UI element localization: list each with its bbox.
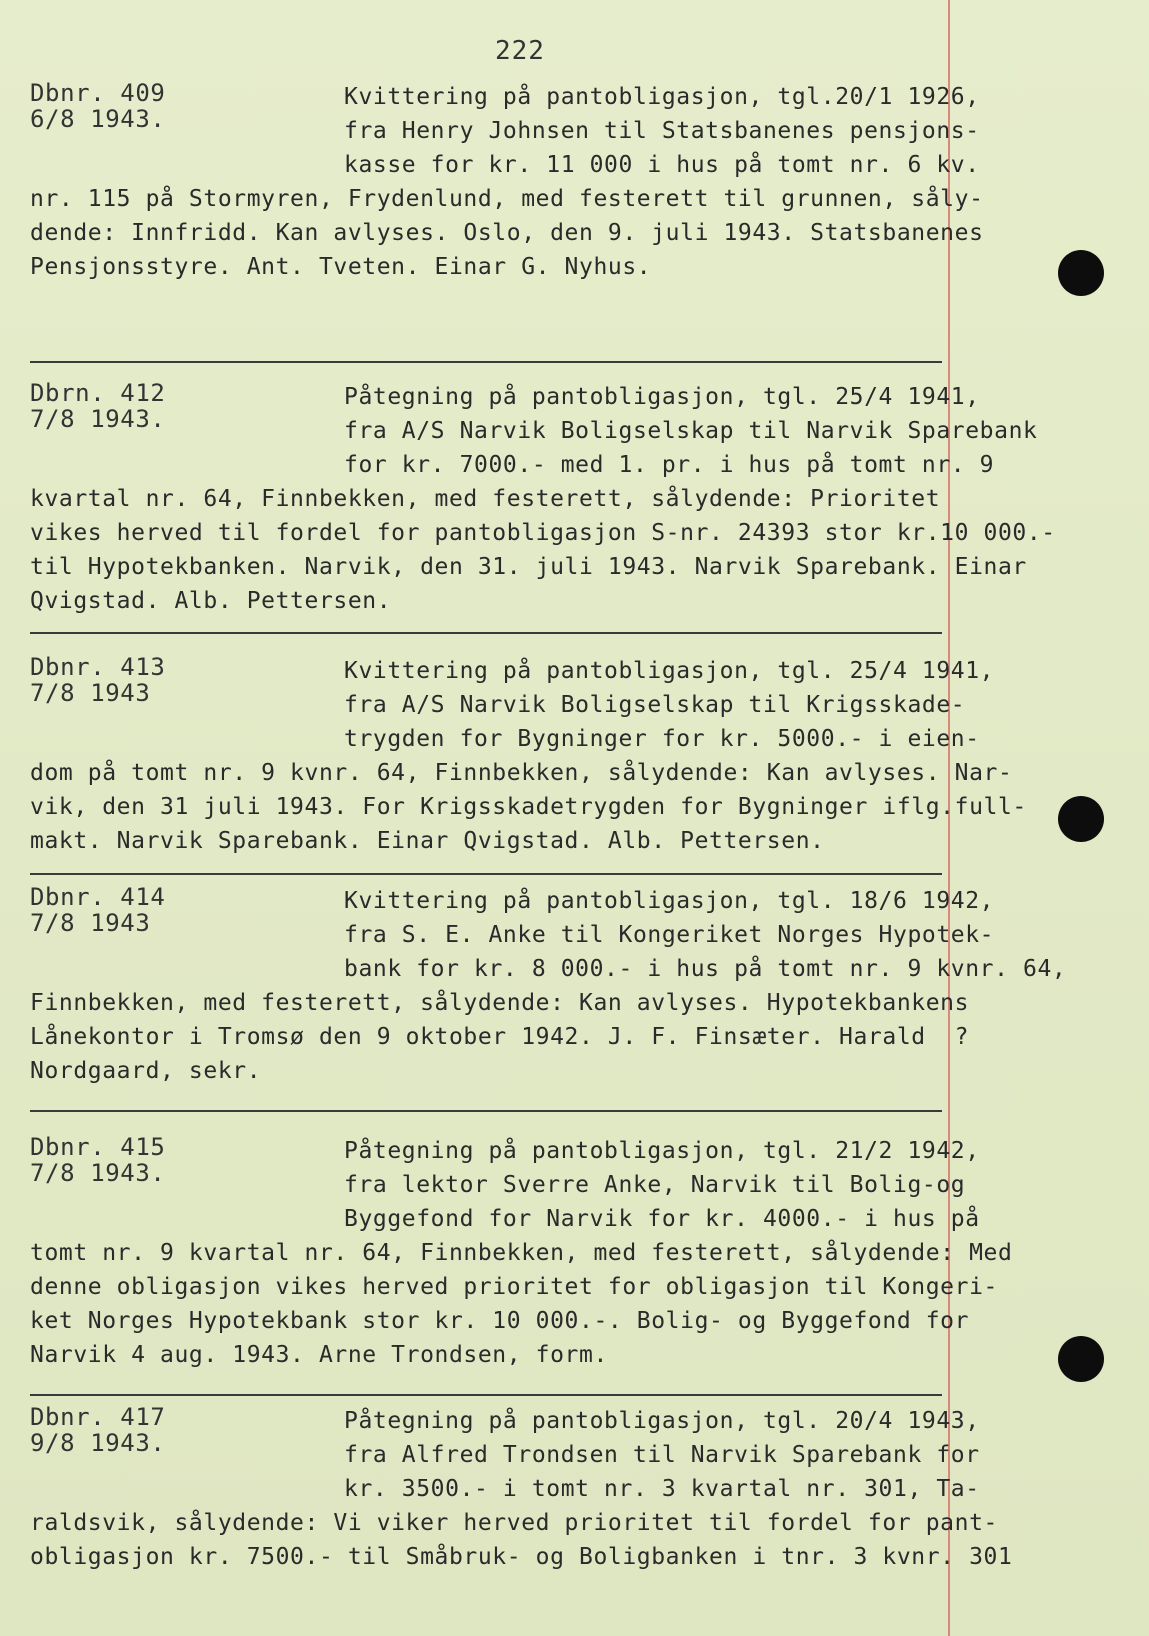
entry-meta xyxy=(30,1134,165,1186)
entry-line: Nordgaard, sekr. xyxy=(30,1058,262,1084)
entry-line: fra A/S Narvik Boligselskap til Narvik Sparebank xyxy=(344,418,1038,444)
dbnr: Dbnr. 409 xyxy=(30,79,166,107)
entry-line: dom på tomt nr. 9 kvnr. 64, Finnbekken, sålydende: Kan avlyses. Nar- xyxy=(30,760,1013,786)
punch-hole xyxy=(1058,250,1104,296)
entry-line: Byggefond for Narvik for kr. 4000.- i hus på xyxy=(344,1206,980,1232)
divider xyxy=(30,361,942,363)
entry-line: ket Norges Hypotekbank stor kr. 10 000.-. Bolig- og Byggefond for xyxy=(30,1308,970,1334)
entry-line: kr. 3500.- i tomt nr. 3 kvartal nr. 301, Ta- xyxy=(344,1476,980,1502)
entry-line: Lånekontor i Tromsø den 9 oktober 1942. J. F. Finsæter. Harald ? xyxy=(30,1024,970,1050)
entry-line: til Hypotekbanken. Narvik, den 31. juli 1943. Narvik Sparebank. Einar xyxy=(30,554,1027,580)
entry-line: Finnbekken, med festerett, sålydende: Kan avlyses. Hypotekbankens xyxy=(30,990,970,1016)
entry-line: nr. 115 på Stormyren, Frydenlund, med festerett til grunnen, såly- xyxy=(30,186,984,212)
entry-line: kvartal nr. 64, Finnbekken, med festerett, sålydende: Prioritet xyxy=(30,486,941,512)
entry-line: Kvittering på pantobligasjon, tgl. 18/6 1942, xyxy=(344,888,995,914)
entry-413 xyxy=(30,653,1027,858)
entry-line: Narvik 4 aug. 1943. Arne Trondsen, form. xyxy=(30,1342,608,1368)
entry-line: trygden for Bygninger for kr. 5000.- i eien- xyxy=(344,726,980,752)
dbnr: Dbnr. 415 xyxy=(30,1133,166,1161)
entry-date: 7/8 1943 xyxy=(30,909,151,937)
divider xyxy=(30,1394,942,1396)
entry-line: Påtegning på pantobligasjon, tgl. 20/4 1943, xyxy=(344,1408,980,1434)
punch-hole xyxy=(1058,1336,1104,1382)
divider xyxy=(30,632,942,634)
entry-date: 9/8 1943. xyxy=(30,1429,166,1457)
entry-line: raldsvik, sålydende: Vi viker herved prioritet til fordel for pant- xyxy=(30,1510,998,1536)
entry-meta xyxy=(30,884,165,936)
dbnr: Dbnr. 413 xyxy=(30,653,166,681)
entry-line: Påtegning på pantobligasjon, tgl. 25/4 1941, xyxy=(344,384,980,410)
divider xyxy=(30,1110,942,1112)
entry-date: 7/8 1943 xyxy=(30,679,151,707)
entry-meta xyxy=(30,80,165,132)
entry-415 xyxy=(30,1133,1013,1372)
dbnr: Dbnr. 414 xyxy=(30,883,166,911)
entry-line: fra lektor Sverre Anke, Narvik til Bolig-og xyxy=(344,1172,966,1198)
entry-line: Pensjonsstyre. Ant. Tveten. Einar G. Nyhus. xyxy=(30,254,652,280)
entry-meta xyxy=(30,1404,165,1456)
entry-line: obligasjon kr. 7500.- til Småbruk- og Boligbanken i tnr. 3 kvnr. 301 xyxy=(30,1544,1013,1570)
entry-date: 7/8 1943. xyxy=(30,405,166,433)
entry-414 xyxy=(30,883,1067,1088)
entry-line: fra Henry Johnsen til Statsbanenes pensjons- xyxy=(344,118,980,144)
entry-line: tomt nr. 9 kvartal nr. 64, Finnbekken, med festerett, sålydende: Med xyxy=(30,1240,1013,1266)
entry-line: makt. Narvik Sparebank. Einar Qvigstad. Alb. Pettersen. xyxy=(30,828,825,854)
entry-line: fra A/S Narvik Boligselskap til Krigsskade- xyxy=(344,692,966,718)
dbnr: Dbnr. 417 xyxy=(30,1403,166,1431)
entry-line: vikes herved til fordel for pantobligasjon S-nr. 24393 stor kr.10 000.- xyxy=(30,520,1056,546)
entry-line: for kr. 7000.- med 1. pr. i hus på tomt nr. 9 xyxy=(344,452,995,478)
entry-line: Kvittering på pantobligasjon, tgl.20/1 1926, xyxy=(344,84,980,110)
entry-line: Qvigstad. Alb. Pettersen. xyxy=(30,588,392,614)
entry-meta xyxy=(30,380,165,432)
entry-409 xyxy=(30,80,990,284)
entry-date: 6/8 1943. xyxy=(30,105,166,133)
entry-line: Påtegning på pantobligasjon, tgl. 21/2 1942, xyxy=(344,1138,980,1164)
punch-hole xyxy=(1058,796,1104,842)
divider xyxy=(30,873,942,875)
entry-line: denne obligasjon vikes herved prioritet for obligasjon til Kongeri- xyxy=(30,1274,998,1300)
entry-line: fra Alfred Trondsen til Narvik Sparebank for xyxy=(344,1442,980,1468)
entry-date: 7/8 1943. xyxy=(30,1159,166,1187)
entry-412 xyxy=(30,379,1056,618)
entry-line: kasse for kr. 11 000 i hus på tomt nr. 6 kv. xyxy=(344,152,980,178)
entry-line: bank for kr. 8 000.- i hus på tomt nr. 9 kvnr. 64, xyxy=(344,956,1067,982)
page-number: 222 xyxy=(495,36,545,66)
entry-meta xyxy=(30,654,165,706)
dbnr: Dbrn. 412 xyxy=(30,379,166,407)
entry-line: Kvittering på pantobligasjon, tgl. 25/4 1941, xyxy=(344,658,995,684)
entry-417 xyxy=(30,1403,1013,1574)
entry-line: fra S. E. Anke til Kongeriket Norges Hypotek- xyxy=(344,922,995,948)
entry-line: vik, den 31 juli 1943. For Krigsskadetrygden for Bygninger iflg.full- xyxy=(30,794,1027,820)
entry-line: dende: Innfridd. Kan avlyses. Oslo, den 9. juli 1943. Statsbanenes xyxy=(30,220,984,246)
